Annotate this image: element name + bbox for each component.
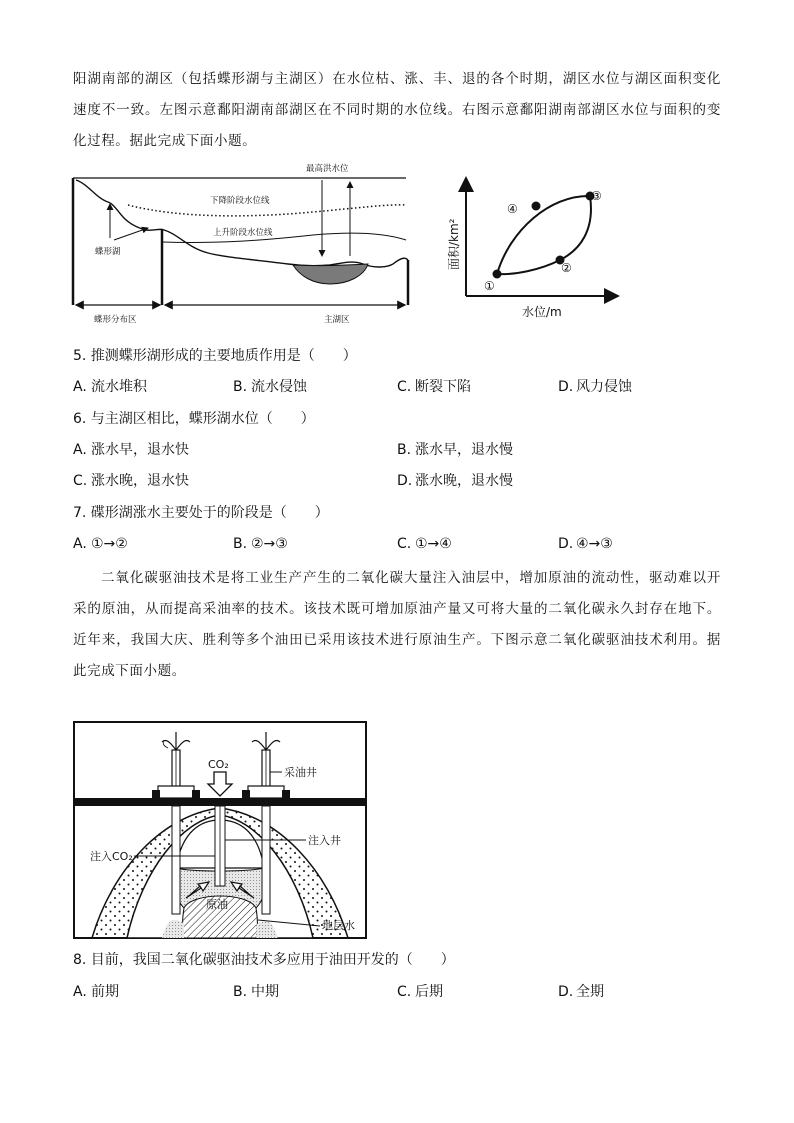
- q5-option-d[interactable]: D. 风力侵蚀: [558, 379, 632, 395]
- question-7-stem: 7. 碟形湖涨水主要处于的阶段是（ ）: [73, 505, 329, 521]
- level-area-loop-chart: [440, 170, 630, 325]
- q8-option-c[interactable]: C. 后期: [397, 984, 443, 1000]
- q7-option-d[interactable]: D. ④→③: [558, 536, 613, 552]
- flood-level-label: 最高洪水位: [306, 164, 349, 174]
- point-1: [493, 270, 502, 279]
- point-4-label: ④: [507, 202, 518, 216]
- falling-level-label: 下降阶段水位线: [210, 196, 270, 206]
- q6-option-d[interactable]: D. 涨水晚，退水慢: [397, 473, 513, 489]
- q5-option-b[interactable]: B. 流水侵蚀: [233, 379, 307, 395]
- q8-option-a[interactable]: A. 前期: [73, 984, 119, 1000]
- q8-option-d[interactable]: D. 全期: [558, 984, 604, 1000]
- inject-co2-label: 注入CO₂: [90, 850, 133, 863]
- q7-option-c[interactable]: C. ①→④: [397, 536, 452, 552]
- point-1-label: ①: [484, 279, 495, 293]
- rising-level-label: 上升阶段水位线: [213, 228, 273, 238]
- crude-oil-label: 原油: [206, 898, 228, 911]
- point-2-label: ②: [561, 261, 572, 275]
- q6-option-c[interactable]: C. 涨水晚，退水快: [73, 473, 189, 489]
- oil-well-label: 采油井: [284, 766, 317, 779]
- q5-option-a[interactable]: A. 流水堆积: [73, 379, 147, 395]
- inject-well-label: 注入井: [308, 834, 341, 847]
- point-3-label: ③: [591, 189, 602, 203]
- q6-option-b[interactable]: B. 涨水早，退水慢: [397, 442, 513, 458]
- question-5-stem: 5. 推测蝶形湖形成的主要地质作用是（ ）: [73, 348, 357, 364]
- question-6-stem: 6. 与主湖区相比，蝶形湖水位（ ）: [73, 411, 315, 427]
- area-axis-label: 面积/km²: [447, 218, 461, 270]
- question-8-stem: 8. 目前，我国二氧化碳驱油技术多应用于油田开发的（ ）: [73, 952, 455, 968]
- level-axis-label: 水位/m: [522, 305, 562, 319]
- butterfly-zone-label: 蝶形分布区: [94, 315, 137, 325]
- q6-option-a[interactable]: A. 涨水早，退水快: [73, 442, 189, 458]
- q8-option-b[interactable]: B. 中期: [233, 984, 279, 1000]
- co2-label: CO₂: [208, 758, 229, 771]
- co2-oil-displacement-diagram: [72, 720, 368, 940]
- lake-level-cross-section: [68, 160, 418, 330]
- formation-water-label: 地层水: [322, 919, 355, 932]
- main-zone-label: 主湖区: [324, 315, 350, 325]
- intro-passage-2: 二氧化碳驱油技术是将工业生产产生的二氧化碳大量注入油层中，增加原油的流动性，驱动难以开采的原油，从而提高采油率的技术。该技术既可增加原油产量又可将大量的二氧化碳永久封存在地下。近年来，我国大庆、胜利等多个油田已采用该技术进行原油生产。下图示意二氧化碳驱油技术利用。据此完成下面小题。: [73, 570, 721, 679]
- q7-option-a[interactable]: A. ①→②: [73, 536, 128, 552]
- butterfly-lake-label: 蝶形湖: [95, 247, 121, 257]
- q7-option-b[interactable]: B. ②→③: [233, 536, 288, 552]
- point-4: [532, 202, 541, 211]
- q5-option-c[interactable]: C. 断裂下陷: [397, 379, 471, 395]
- intro-passage-1: 阳湖南部的湖区（包括蝶形湖与主湖区）在水位枯、涨、丰、退的各个时期，湖区水位与湖区面积变化速度不一致。左图示意鄱阳湖南部湖区在不同时期的水位线。右图示意鄱阳湖南部湖区水位与面积的变化过程。据此完成下面小题。: [73, 71, 721, 149]
